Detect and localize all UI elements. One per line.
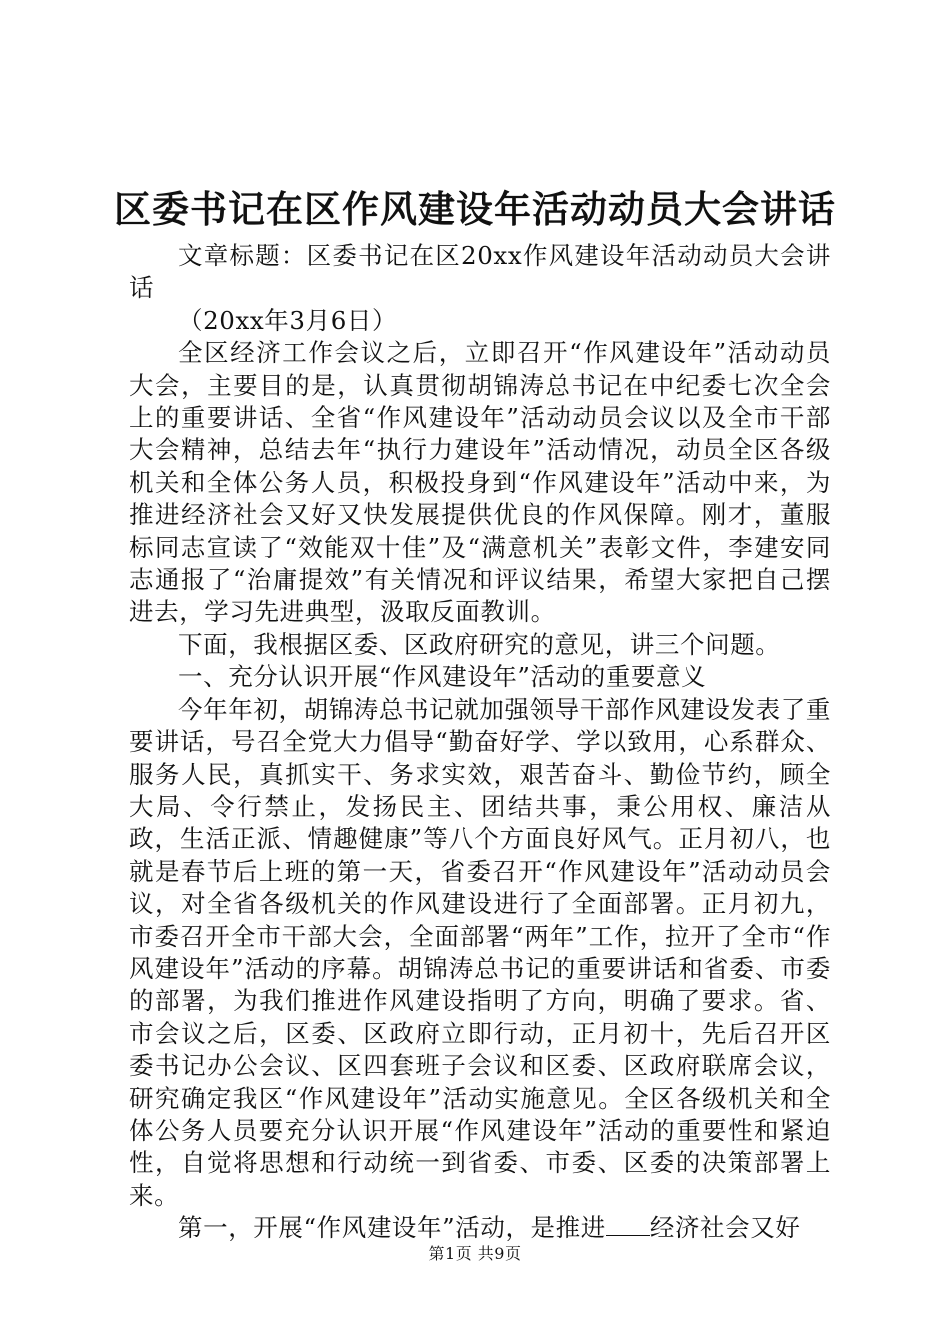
paragraph: 全区经济工作会议之后，立即召开“作风建设年”活动动员大会，主要目的是，认真贯彻胡锦涛总书记在中纪委七次全会上的重要讲话、全省“作风建设年”活动动员会议以及全市干部大会精神，总结去年“执行力建设年”活动情况，动员全区各级机关和全体公务人员，积极投身到“作风建设年”活动中来，为推进经济社会又好又快发展提供优良的作风保障。刚才，董服标同志宣读了“效能双十佳”及“满意机关”表彰文件，李建安同志通报了“治庸提效”有关情况和评议结果，希望大家把自己摆进去，学习先进典型，汲取反面教训。 [129, 338, 831, 627]
paragraph: 下面，我根据区委、区政府研究的意见，讲三个问题。 [178, 629, 781, 659]
page-footer: 第1页 共9页 [428, 1244, 522, 1263]
date-line: （20xx年3月6日） [178, 305, 398, 335]
paragraph-last [129, 1212, 831, 1244]
section-heading: 一、充分认识开展“作风建设年”活动的重要意义 [178, 662, 707, 692]
document-title: 区委书记在区作风建设年活动动员大会讲话 [114, 187, 836, 231]
fill-in-blank [606, 1215, 650, 1236]
document-body [129, 240, 831, 1245]
article-title-line: 文章标题：区委书记在区20xx作风建设年活动动员大会讲话 [129, 241, 831, 303]
paragraph-text-before-blank: 第一，开展“作风建设年”活动，是推进 [178, 1213, 606, 1243]
paragraph-text-after-blank: 经济社会又好 [649, 1213, 801, 1243]
paragraph: 今年年初，胡锦涛总书记就加强领导干部作风建设发表了重要讲话，号召全党大力倡导“勤奋好学、学以致用，心系群众、服务人民，真抓实干、务求实效，艰苦奋斗、勤俭节约，顾全大局、令行禁止，发扬民主、团结共事，秉公用权、廉洁从政，生活正派、情趣健康”等八个方面良好风气。正月初八，也就是春节后上班的第一天，省委召开“作风建设年”活动动员会议，对全省各级机关的作风建设进行了全面部署。正月初九，市委召开全市干部大会，全面部署“两年”工作，拉开了全市“作风建设年”活动的序幕。胡锦涛总书记的重要讲话和省委、市委的部署，为我们推进作风建设指明了方向，明确了要求。省、市会议之后，区委、区政府立即行动，正月初十，先后召开区委书记办公会议、区四套班子会议和区委、区政府联席会议，研究确定我区“作风建设年”活动实施意见。全区各级机关和全体公务人员要充分认识开展“作风建设年”活动的重要性和紧迫性，自觉将思想和行动统一到省委、市委、区委的决策部署上来。 [129, 694, 831, 1210]
